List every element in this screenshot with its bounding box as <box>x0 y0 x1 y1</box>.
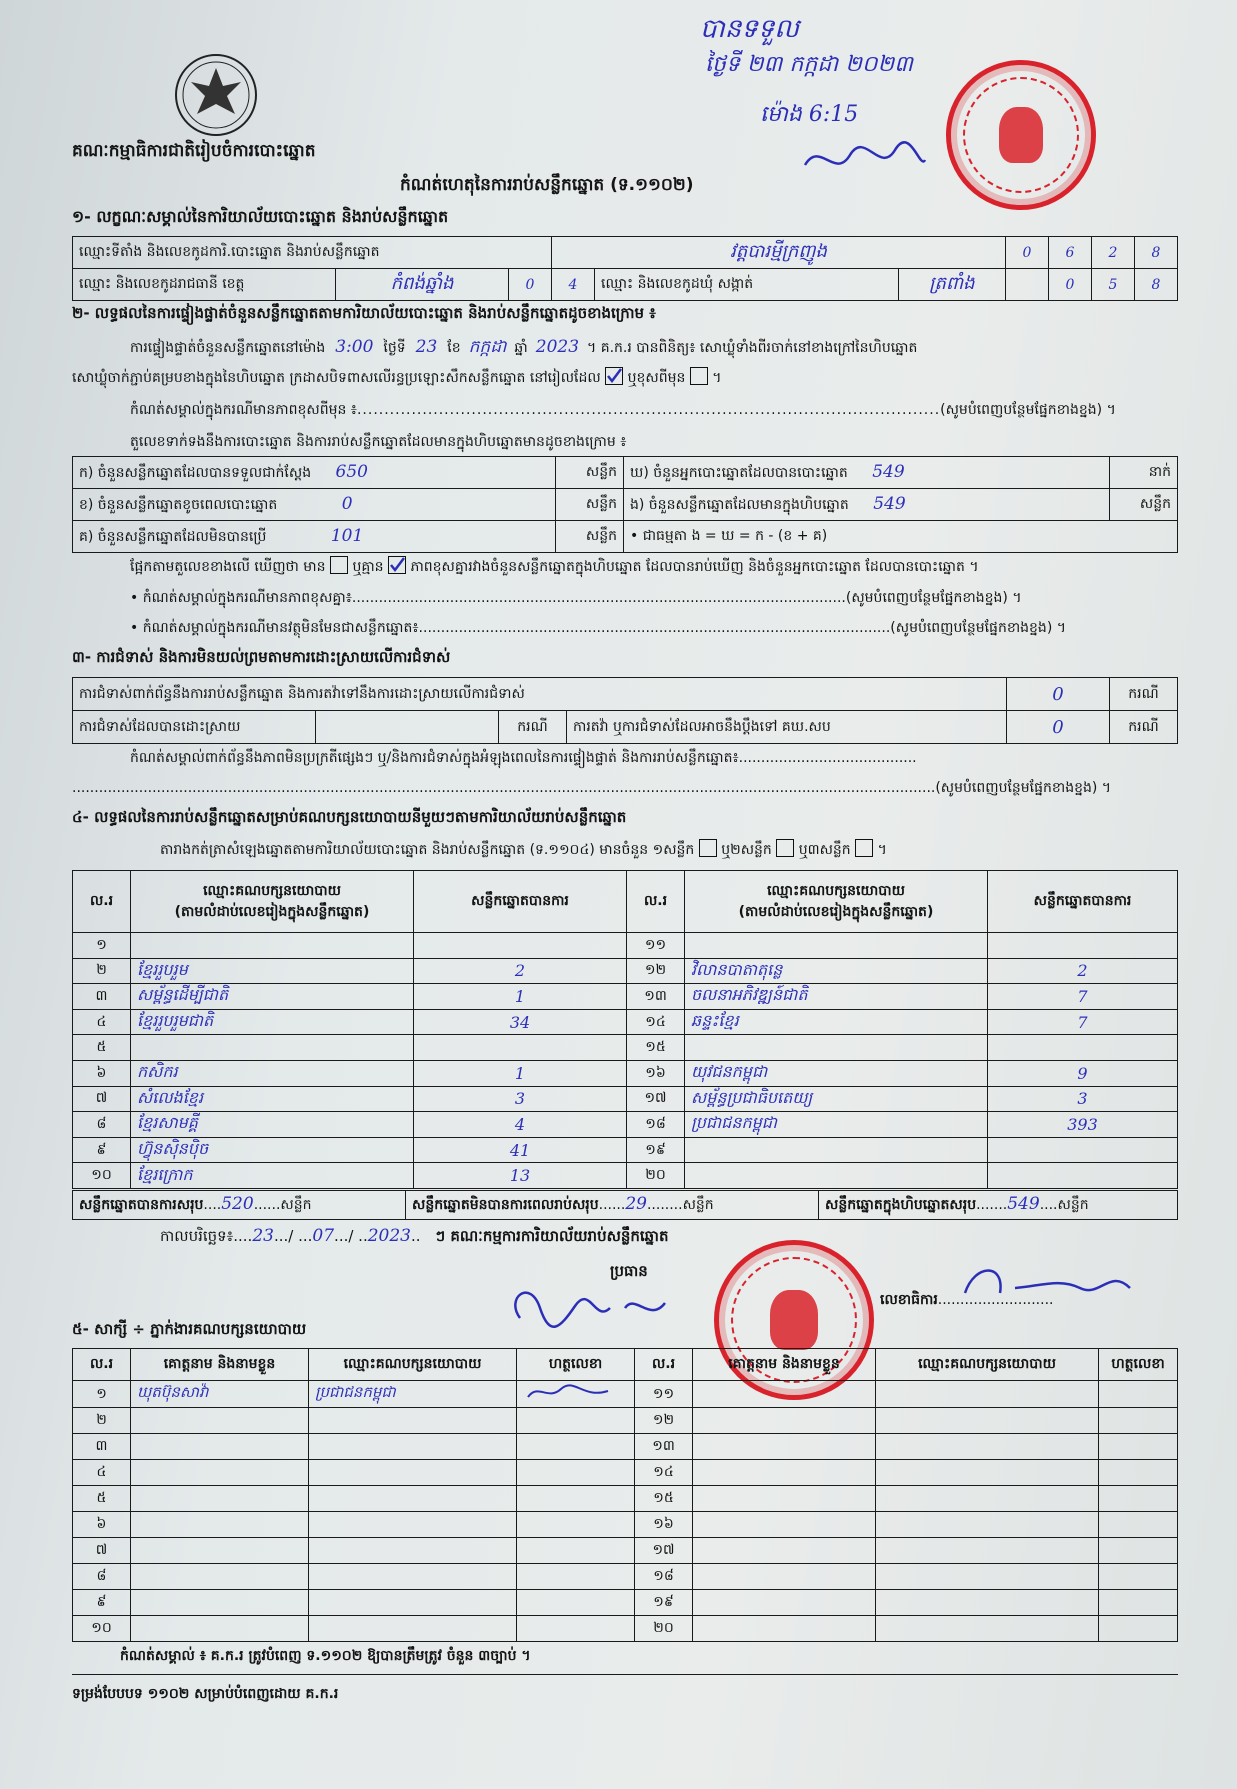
witness-row <box>73 1590 1178 1616</box>
commune-code-1: 0 <box>1049 269 1092 301</box>
witness-name <box>131 1616 309 1642</box>
footer-rule <box>72 1674 1178 1675</box>
result-no: ១០ <box>73 1163 131 1189</box>
witness-no: ៨ <box>73 1564 131 1590</box>
secretary-signature <box>960 1258 1140 1308</box>
result-no: ៩ <box>73 1137 131 1163</box>
unit-cell: សន្លឹក <box>556 521 624 553</box>
witness-signature <box>517 1564 635 1590</box>
result-no: ៨ <box>73 1112 131 1138</box>
witness-party <box>876 1538 1099 1564</box>
box-ballots-value: 549 <box>873 493 906 514</box>
received-ballots-label: ក) ចំនួនសន្លឹកឆ្នោតដែលបានទទួលជាក់ស្ដែង 650 <box>73 457 556 489</box>
witness-no: ១៣ <box>635 1434 693 1460</box>
witness-row <box>73 1381 1178 1408</box>
witness-name <box>693 1590 876 1616</box>
result-party <box>131 1035 414 1061</box>
date-line: កាលបរិច្ឆេទ៖....23.../ ...07.../ ..2023.. ៗ គណៈកម្មការការិយាល័យរាប់សន្លឹកឆ្នោត <box>160 1226 669 1246</box>
col-votes-r: សន្លឹកឆ្នោតបានការ <box>988 871 1178 933</box>
result-votes <box>414 933 627 959</box>
witness-row <box>73 1538 1178 1564</box>
spoiled-ballots-label: ខ) ចំនួនសន្លឹកឆ្នោតខូចពេលបោះឆ្នោត 0 <box>73 489 556 521</box>
witness-name <box>693 1486 876 1512</box>
chair-signature <box>500 1278 680 1338</box>
three-sheet-checkbox <box>855 839 873 857</box>
unused-ballots-value: 101 <box>330 525 364 546</box>
result-party: ខ្មែររួបរួម <box>131 958 414 984</box>
result-votes: 2 <box>988 958 1178 984</box>
province-code-1: 0 <box>509 269 552 301</box>
witness-signature <box>517 1408 635 1434</box>
witness-signature <box>1099 1381 1178 1408</box>
result-no: ១៩ <box>627 1137 685 1163</box>
witness-party <box>876 1616 1099 1642</box>
unit-cell: សន្លឹក <box>1110 489 1178 521</box>
date-month: 07 <box>312 1226 335 1246</box>
result-no: ១៤ <box>627 1009 685 1035</box>
witness-name <box>131 1408 309 1434</box>
result-no: ១២ <box>627 958 685 984</box>
result-votes: 2 <box>414 958 627 984</box>
diff-bullet: • កំណត់សម្គាល់ក្នុងករណីមានភាពខុសគ្នា៖...............................................................................................................(សូមបំពេញបន្ថែមផ្នែកខាងខ្នង) ។ <box>130 590 1022 606</box>
result-party: ខ្មែរក្រោក <box>131 1163 414 1189</box>
witness-no: ៧ <box>73 1538 131 1564</box>
witness-party <box>876 1590 1099 1616</box>
official-stamp-top <box>946 60 1096 210</box>
witness-signature <box>517 1590 635 1616</box>
result-votes <box>988 1163 1178 1189</box>
witness-name <box>693 1434 876 1460</box>
result-row <box>73 1009 1178 1035</box>
col-party: ឈ្មោះគណបក្សនយោបាយ (តាមលំដាប់លេខរៀងក្នុងសន្លឹកឆ្នោត) <box>131 871 414 933</box>
province-code-2: 4 <box>552 269 595 301</box>
result-party: កសិករ <box>131 1060 414 1086</box>
witness-name <box>131 1512 309 1538</box>
emblem-icon <box>173 52 259 138</box>
result-votes: 34 <box>414 1009 627 1035</box>
result-party: យុវជនកម្ពុជា <box>685 1060 988 1086</box>
result-party: ចលនាអភិវឌ្ឍន៍ជាតិ <box>685 984 988 1010</box>
verify-year: 2023 <box>535 337 580 357</box>
verification-line1: ការផ្ទៀងផ្ទាត់ចំនួនសន្លឹកឆ្នោតនៅម៉ោង 3:00 ថ្ងៃទី 23 ខែ កក្កដា ឆ្នាំ 2023 ។ គ.ក.រ បានពិនិត្យ៖ សោឃ្លុំទាំងពីរចាក់នៅខាងក្រៅនៃហិបឆ្នោត <box>130 337 918 357</box>
received-ballots-value: 650 <box>335 461 368 482</box>
province-value: កំពង់ឆ្នាំង <box>336 269 509 301</box>
committee-label: ៗ គណៈកម្មការការិយាល័យរាប់សន្លឹកឆ្នោត <box>435 1227 669 1245</box>
result-votes: 7 <box>988 1009 1178 1035</box>
result-no: ១៥ <box>627 1035 685 1061</box>
witness-party <box>309 1408 517 1434</box>
province-label: ឈ្មោះ និងលេខកូដរាជធានី ខេត្ត <box>73 269 336 301</box>
col-no-r: ល.រ <box>627 871 685 933</box>
witness-no: ១៤ <box>635 1460 693 1486</box>
result-row <box>73 1035 1178 1061</box>
result-row <box>73 958 1178 984</box>
valid-total-value: 520 <box>221 1194 254 1214</box>
w-col-party: ឈ្មោះគណបក្សនយោបាយ <box>309 1349 517 1381</box>
result-votes: 1 <box>414 1060 627 1086</box>
result-party: សម្ព័ន្ធដើម្បីជាតិ <box>131 984 414 1010</box>
witness-signature <box>517 1460 635 1486</box>
object-bullet: • កំណត់សម្គាល់ក្នុងករណីមានវត្ថុមិនមែនជាសន្លឹកឆ្នោត៖..........................................................................................................(សូមបំពេញបន្ថែមផ្នែកខាងខ្នង) ។ <box>130 620 1066 636</box>
result-votes <box>988 933 1178 959</box>
witness-party <box>876 1512 1099 1538</box>
witness-name <box>131 1564 309 1590</box>
tally-sheet-line: តារាងកត់ត្រាសំឡេងឆ្នោតតាមការិយាល័យបោះឆ្នោត និងរាប់សន្លឹកឆ្នោត (ទ.១១០៤) មានចំនួន ១សន្លឹក ឬ២សន្លឹក ឬ៣សន្លឹក ។ <box>160 840 887 861</box>
witness-no: ២០ <box>635 1616 693 1642</box>
has-diff-checkbox <box>330 556 348 574</box>
signature-top <box>800 135 930 185</box>
two-sheet-checkbox <box>776 839 794 857</box>
w-col-name-r: គោត្តនាម និងនាមខ្លួន <box>693 1349 876 1381</box>
appeal-label: ការតវ៉ា ឬការជំទាស់ដែលអាចនឹងប្ដឹងទៅ គឃ.សប <box>567 711 1007 744</box>
witness-name <box>693 1381 876 1408</box>
witness-no: ៣ <box>73 1434 131 1460</box>
org-name: គណៈកម្មាធិការជាតិរៀបចំការបោះឆ្នោត <box>72 141 316 161</box>
witness-party <box>309 1590 517 1616</box>
section3-heading: ៣- ការជំទាស់ និងការមិនយល់ព្រមតាមការដោះស្រាយលើការជំទាស់ <box>72 648 451 666</box>
location-label: ឈ្មោះទីតាំង និងលេខកូដការិ.បោះឆ្នោត និងរាប់សន្លឹកឆ្នោត <box>73 237 552 269</box>
results-table <box>72 870 1178 1189</box>
irregularity-note: កំណត់សម្គាល់ពាក់ព័ន្ធនឹងភាពមិនប្រក្រតីផ្សេងៗ ឬ/និងការជំទាស់ក្នុងអំឡុងពេលនៃការផ្ទៀងផ្ទាត់ និងការរាប់សន្លឹកឆ្នោត៖........................................ <box>130 750 917 766</box>
witness-signature <box>517 1538 635 1564</box>
result-no: ១៣ <box>627 984 685 1010</box>
result-party: ប្រជាជនកម្ពុជា <box>685 1112 988 1138</box>
witness-party <box>309 1486 517 1512</box>
witness-row <box>73 1512 1178 1538</box>
w-col-sign-r: ហត្ថលេខា <box>1099 1349 1178 1381</box>
result-no: ១៨ <box>627 1112 685 1138</box>
witness-name <box>131 1486 309 1512</box>
box-total-value: 549 <box>1007 1194 1040 1214</box>
chair-label: ប្រធាន <box>610 1262 648 1280</box>
result-party: វិលានបាតាតុន្លេ <box>685 958 988 984</box>
witness-party <box>309 1434 517 1460</box>
date-day: 23 <box>252 1226 274 1246</box>
witness-name <box>131 1460 309 1486</box>
invalid-total-value: 29 <box>625 1194 647 1214</box>
section1-heading: ១- លក្ខណៈសម្គាល់នៃការិយាល័យបោះឆ្នោត និងរាប់សន្លឹកឆ្នោត <box>72 207 449 226</box>
witness-name: ឃុតប៊ុនសាវ៉ា <box>131 1381 309 1408</box>
result-votes: 41 <box>414 1137 627 1163</box>
witness-no: ៥ <box>73 1486 131 1512</box>
witness-signature <box>1099 1590 1178 1616</box>
result-votes: 9 <box>988 1060 1178 1086</box>
received-time: ម៉ោង 6:15 <box>760 102 859 127</box>
result-votes: 3 <box>988 1086 1178 1112</box>
witness-signature <box>1099 1486 1178 1512</box>
case-unit: ករណី <box>499 711 567 744</box>
witness-row <box>73 1616 1178 1642</box>
result-votes <box>988 1035 1178 1061</box>
location-code-2: 6 <box>1049 237 1092 269</box>
witness-party <box>876 1460 1099 1486</box>
section2-heading: ២- លទ្ធផលនៃការផ្ទៀងផ្ទាត់ចំនួនសន្លឹកឆ្នោតតាមការិយាល័យបោះឆ្នោត និងរាប់សន្លឹកឆ្នោតដូចខាងក្រោម ៖ <box>72 304 656 322</box>
result-no: ២០ <box>627 1163 685 1189</box>
section4-heading: ៤- លទ្ធផលនៃការរាប់សន្លឹកឆ្នោតសម្រាប់គណបក្សនយោបាយនីមួយៗតាមការិយាល័យរាប់សន្លឹកឆ្នោត <box>72 808 627 826</box>
result-votes: 393 <box>988 1112 1178 1138</box>
voters-value: 549 <box>872 461 905 482</box>
result-votes: 7 <box>988 984 1178 1010</box>
unused-ballots-label: គ) ចំនួនសន្លឹកឆ្នោតដែលមិនបានប្រើ 101 <box>73 521 556 553</box>
witness-no: ១៦ <box>635 1512 693 1538</box>
result-no: ១៦ <box>627 1060 685 1086</box>
result-party <box>685 1137 988 1163</box>
invalid-total: សន្លឹកឆ្នោតមិនបានការពេលរាប់សរុប......29........សន្លឹក <box>406 1191 819 1220</box>
result-votes: 4 <box>414 1112 627 1138</box>
spoiled-ballots-value: 0 <box>341 493 353 514</box>
witness-party <box>309 1460 517 1486</box>
formula-note: • ជាធម្មតា ង = ឃ = ក - (ខ + គ) <box>624 521 1178 553</box>
irregularity-note-line2: ..................................................................................................................................................................................................(សូមបំពេញបន្ថែមផ្នែកខាងខ្នង) ។ <box>72 780 1112 796</box>
witness-name <box>693 1538 876 1564</box>
witness-party <box>876 1408 1099 1434</box>
result-party: ឆន្ទះខ្មែរ <box>685 1009 988 1035</box>
location-code-3: 2 <box>1092 237 1135 269</box>
w-col-sign: ហត្ថលេខា <box>517 1349 635 1381</box>
witness-name <box>693 1408 876 1434</box>
result-row <box>73 1137 1178 1163</box>
appeal-value: 0 <box>1007 711 1110 744</box>
witness-name <box>693 1512 876 1538</box>
location-value: វត្តបារម្មីក្រញូង <box>552 237 1006 269</box>
result-no: ១១ <box>627 933 685 959</box>
result-no: ១ <box>73 933 131 959</box>
witness-signature <box>1099 1460 1178 1486</box>
result-no: ១៧ <box>627 1086 685 1112</box>
witness-signature <box>1099 1512 1178 1538</box>
witness-row <box>73 1460 1178 1486</box>
witness-party <box>876 1486 1099 1512</box>
witness-signature <box>517 1486 635 1512</box>
witness-party: ប្រជាជនកម្ពុជា <box>309 1381 517 1408</box>
witness-party <box>309 1564 517 1590</box>
complaint-row1-label: ការជំទាស់ពាក់ព័ន្ធនឹងការរាប់សន្លឹកឆ្នោត និងការតវ៉ាទៅនឹងការដោះស្រាយលើការជំទាស់ <box>73 678 1007 711</box>
verify-month: កក្កដា <box>468 337 507 357</box>
witness-no: ៦ <box>73 1512 131 1538</box>
w-col-party-r: ឈ្មោះគណបក្សនយោបាយ <box>876 1349 1099 1381</box>
witness-signature <box>517 1381 635 1408</box>
result-party: សម្ព័ន្ធប្រជាធិបតេយ្យ <box>685 1086 988 1112</box>
witness-signature <box>517 1434 635 1460</box>
witness-row <box>73 1434 1178 1460</box>
result-row <box>73 1086 1178 1112</box>
witness-signature <box>1099 1408 1178 1434</box>
witness-signature <box>517 1512 635 1538</box>
result-party: ខ្មែរសាមគ្គី <box>131 1112 414 1138</box>
form-note: ទម្រង់បែបបទ ១១០២ សម្រាប់បំពេញដោយ គ.ក.រ <box>72 1686 339 1702</box>
witness-party <box>876 1381 1099 1408</box>
result-party <box>685 1035 988 1061</box>
discrepancy-line: ផ្អែកតាមតួលេខខាងលើ ឃើញថា មាន ឬគ្មាន ភាពខុសគ្នារវាងចំនួនសន្លឹកឆ្នោតក្នុងហិបឆ្នោត ដែលបានរាប់ឃើញ និងចំនួនអ្នកបោះឆ្នោត ដែលបានបោះឆ្នោត ។ <box>130 557 979 578</box>
w-col-no: ល.រ <box>73 1349 131 1381</box>
result-row <box>73 1060 1178 1086</box>
result-no: ៣ <box>73 984 131 1010</box>
witness-no: ១៩ <box>635 1590 693 1616</box>
result-party <box>685 933 988 959</box>
witness-no: ១០ <box>73 1616 131 1642</box>
result-party: សំលេងខ្មែរ <box>131 1086 414 1112</box>
witness-signature <box>1099 1538 1178 1564</box>
result-votes <box>414 1035 627 1061</box>
result-votes: 13 <box>414 1163 627 1189</box>
case-unit: ករណី <box>1110 678 1178 711</box>
witness-no: ១៨ <box>635 1564 693 1590</box>
received-date: ថ្ងៃទី ២៣ កក្កដា ២០២៣ <box>705 52 913 77</box>
witness-no: ១៥ <box>635 1486 693 1512</box>
commune-label: ឈ្មោះ និងលេខកូដឃុំ សង្កាត់ <box>595 269 899 301</box>
result-party <box>685 1163 988 1189</box>
case-unit: ករណី <box>1110 711 1178 744</box>
location-code-4: 8 <box>1135 237 1178 269</box>
result-no: ៧ <box>73 1086 131 1112</box>
witness-no: ១១ <box>635 1381 693 1408</box>
verification-line2: សោឃ្លុំចាក់ភ្ជាប់គម្របខាងក្នុងនៃហិបឆ្នោត ក្រដាសបិទពាសលើរន្ធប្រឡោះសឹកសន្លឹកឆ្នោត នៅរៀលដែល ឬខុសពីមុន ។ <box>72 368 722 389</box>
witness-party <box>309 1616 517 1642</box>
col-no: ល.រ <box>73 871 131 933</box>
witness-party <box>876 1564 1099 1590</box>
commune-code-3: 8 <box>1135 269 1178 301</box>
result-votes: 3 <box>414 1086 627 1112</box>
location-code-1: 0 <box>1006 237 1049 269</box>
witness-name <box>693 1616 876 1642</box>
unit-cell: សន្លឹក <box>556 489 624 521</box>
witness-signature <box>1099 1434 1178 1460</box>
no-diff-checkbox <box>388 556 406 574</box>
complaints-table <box>72 677 1178 744</box>
form-title: កំណត់ហេតុនៃការរាប់សន្លឹកឆ្នោត (ទ.១១០២) <box>400 175 694 195</box>
result-no: ៤ <box>73 1009 131 1035</box>
box-ballots-label: ង) ចំនួនសន្លឹកឆ្នោតដែលមានក្នុងហិបឆ្នោត 549 <box>624 489 1110 521</box>
verify-day: 23 <box>415 337 438 357</box>
result-no: ៥ <box>73 1035 131 1061</box>
witness-party <box>309 1538 517 1564</box>
date-year: 2023 <box>367 1226 411 1246</box>
section5-heading: ៥- សាក្សី ÷ ភ្នាក់ងារគណបក្សនយោបាយ <box>72 1320 307 1338</box>
result-row <box>73 933 1178 959</box>
witness-name <box>693 1460 876 1486</box>
result-row <box>73 1112 1178 1138</box>
witness-party <box>309 1512 517 1538</box>
witness-no: ១៧ <box>635 1538 693 1564</box>
witness-party <box>876 1434 1099 1460</box>
result-party: ខ្មែររួបរួមជាតិ <box>131 1009 414 1035</box>
result-votes: 1 <box>414 984 627 1010</box>
verify-time: 3:00 <box>335 337 374 357</box>
witness-no: ៩ <box>73 1590 131 1616</box>
witness-name <box>131 1434 309 1460</box>
secretary-line: លេខាធិការ.......................... <box>880 1292 1054 1308</box>
unit-cell: សន្លឹក <box>556 457 624 489</box>
footnote: កំណត់សម្គាល់ ៖ គ.ក.រ ត្រូវបំពេញ ទ.១១០២ ឱ្យបានត្រឹមត្រូវ ចំនួន ៣ច្បាប់ ។ <box>120 1648 531 1664</box>
resolved-label: ការជំទាស់ដែលបានដោះស្រាយ <box>73 711 316 744</box>
same-checkbox <box>605 367 623 385</box>
unit-cell: នាក់ <box>1110 457 1178 489</box>
difference-note: កំណត់សម្គាល់ក្នុងករណីមានភាពខុសពីមុន ៖...........................................................................................................(សូមបំពេញបន្ថែមផ្នែកខាងខ្នង) ។ <box>130 402 1116 418</box>
complaint-row1-value: 0 <box>1007 678 1110 711</box>
witness-row <box>73 1408 1178 1434</box>
totals-table <box>72 1190 1178 1220</box>
witness-signature <box>517 1616 635 1642</box>
voters-label: ឃ) ចំនួនអ្នកបោះឆ្នោតដែលបានបោះឆ្នោត 549 <box>624 457 1110 489</box>
witness-table <box>72 1348 1178 1642</box>
section1-table <box>72 236 1178 301</box>
col-party-r: ឈ្មោះគណបក្សនយោបាយ (តាមលំដាប់លេខរៀងក្នុងសន្លឹកឆ្នោត) <box>685 871 988 933</box>
result-party: ហ៊្វុនស៊ិនប៉ិច <box>131 1137 414 1163</box>
witness-signature <box>1099 1616 1178 1642</box>
result-row <box>73 984 1178 1010</box>
witness-name <box>131 1590 309 1616</box>
result-party <box>131 933 414 959</box>
witness-row <box>73 1486 1178 1512</box>
witness-no: ២ <box>73 1408 131 1434</box>
witness-no: ៤ <box>73 1460 131 1486</box>
result-row <box>73 1163 1178 1189</box>
received-label: បានទទួល <box>700 14 800 44</box>
col-votes: សន្លឹកឆ្នោតបានការ <box>414 871 627 933</box>
valid-total: សន្លឹកឆ្នោតបានការសរុប....520......សន្លឹក <box>73 1191 406 1220</box>
witness-name <box>693 1564 876 1590</box>
witness-no: ១ <box>73 1381 131 1408</box>
different-checkbox <box>690 367 708 385</box>
result-no: ២ <box>73 958 131 984</box>
w-col-no-r: ល.រ <box>635 1349 693 1381</box>
witness-no: ១២ <box>635 1408 693 1434</box>
w-col-name: គោត្តនាម និងនាមខ្លួន <box>131 1349 309 1381</box>
witness-row <box>73 1564 1178 1590</box>
witness-signature <box>1099 1564 1178 1590</box>
box-total: សន្លឹកឆ្នោតក្នុងហិបឆ្នោតសរុប.......549....សន្លឹក <box>819 1191 1178 1220</box>
result-votes <box>988 1137 1178 1163</box>
one-sheet-checkbox <box>699 839 717 857</box>
result-no: ៦ <box>73 1060 131 1086</box>
figures-intro: តួលេខទាក់ទងនឹងការបោះឆ្នោត និងការរាប់សន្លឹកឆ្នោតដែលមានក្នុងហិបឆ្នោតមានដូចខាងក្រោម ៖ <box>130 434 627 450</box>
commune-value: ត្រពាំង <box>898 269 1005 301</box>
commune-code-2: 5 <box>1092 269 1135 301</box>
figures-table <box>72 456 1178 553</box>
witness-name <box>131 1538 309 1564</box>
